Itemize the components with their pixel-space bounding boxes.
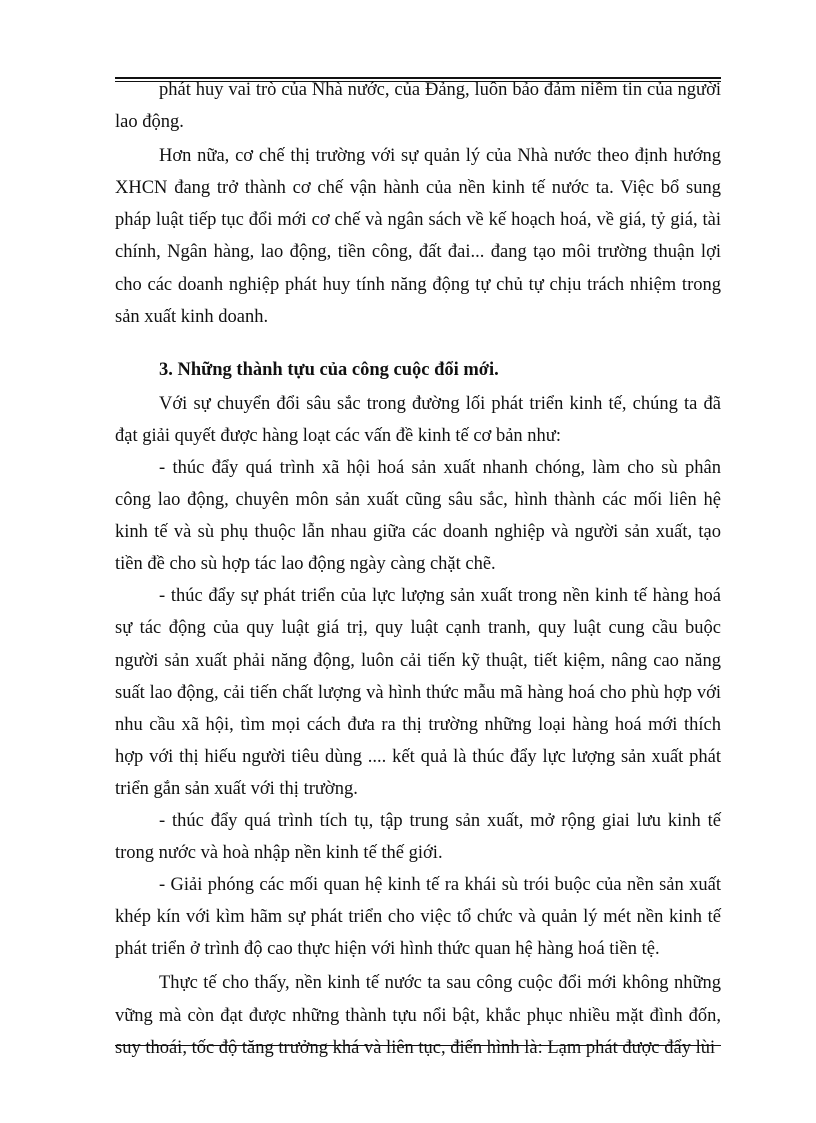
paragraph-continuation: phát huy vai trò của Nhà nước, của Đảng, luôn bảo đảm niềm tin của người lao động. xyxy=(115,80,721,133)
list-item-productive-forces: - thúc đẩy sự phát triển của lực lượng sản xuất trong nền kinh tế hàng hoá sự tác động của quy luật giá trị, quy luật cạnh tranh, quy luật cung cầu buộc người sản xuất phải năng động, luôn cải tiến kỹ thuật, tiết kiệm, nâng cao năng suất lao động, cải tiến chất lượng và hình thức mẫu mã hàng hoá cho phù hợp với nhu cầu xã hội, tìm mọi cách đưa ra thị trường những loại hàng hoá mới thích hợp với thị hiếu người tiêu dùng .... kết quả là thúc đẩy lực lượng sản xuất phát triển gắn sản xuất với thị trường. xyxy=(115,586,721,799)
paragraph-intro-achievements: Với sự chuyển đổi sâu sắc trong đường lối phát triển kinh tế, chúng ta đã đạt giải quyết được hàng loạt các vấn đề kinh tế cơ bản như: xyxy=(115,393,721,446)
list-item-liberation: - Giải phóng các mối quan hệ kinh tế ra khái sù trói buộc của nền sản xuất khép kín với kìm hãm sự phát triển cho việc tổ chức và quản lý mét nền kinh tế phát triển ở trình độ cao thực hiện với hình thức quan hệ hàng hoá tiền tệ. xyxy=(115,875,721,960)
document-body xyxy=(115,74,721,1064)
paragraph-reality: Thực tế cho thấy, nền kinh tế nước ta sau công cuộc đổi mới không những vững mà còn đạt được những thành tựu nổi bật, khắc phục nhiều mặt đình đốn, suy thoái, tốc độ tăng trưởng khá và liên tục, điển hình là: Lạm phát được đẩy lùi xyxy=(115,973,721,1058)
list-item-accumulation: - thúc đẩy quá trình tích tụ, tập trung sản xuất, mở rộng giai lưu kinh tế trong nước và hoà nhập nền kinh tế thế giới. xyxy=(115,810,721,864)
section-heading: 3. Những thành tựu của công cuộc đổi mới. xyxy=(159,359,499,380)
paragraph-market-mechanism: Hơn nữa, cơ chế thị trường với sự quản lý của Nhà nước theo định hướng XHCN đang trở thành cơ chế vận hành của nền kinh tế nước ta. Việc bổ sung pháp luật tiếp tục đổi mới cơ chế và ngân sách về kế hoạch hoá, về giá, tỷ giá, tài chính, Ngân hàng, lao động, tiền công, đất đai... đang tạo môi trường thuận lợi cho các doanh nghiệp phát huy tính năng động tự chủ tự chịu trách nhiệm trong sản xuất kinh doanh. xyxy=(115,146,721,327)
footer-rule xyxy=(115,1045,721,1046)
list-item-socialization: - thúc đẩy quá trình xã hội hoá sản xuất nhanh chóng, làm cho sù phân công lao động, chuyên môn sản xuất cũng sâu sắc, hình thành các mối liên hệ kinh tế và sù phụ thuộc lẫn nhau giữa các doanh nghiệp và người sản xuất, tạo tiền đề cho sù hợp tác lao động ngày càng chặt chẽ. xyxy=(115,457,721,575)
